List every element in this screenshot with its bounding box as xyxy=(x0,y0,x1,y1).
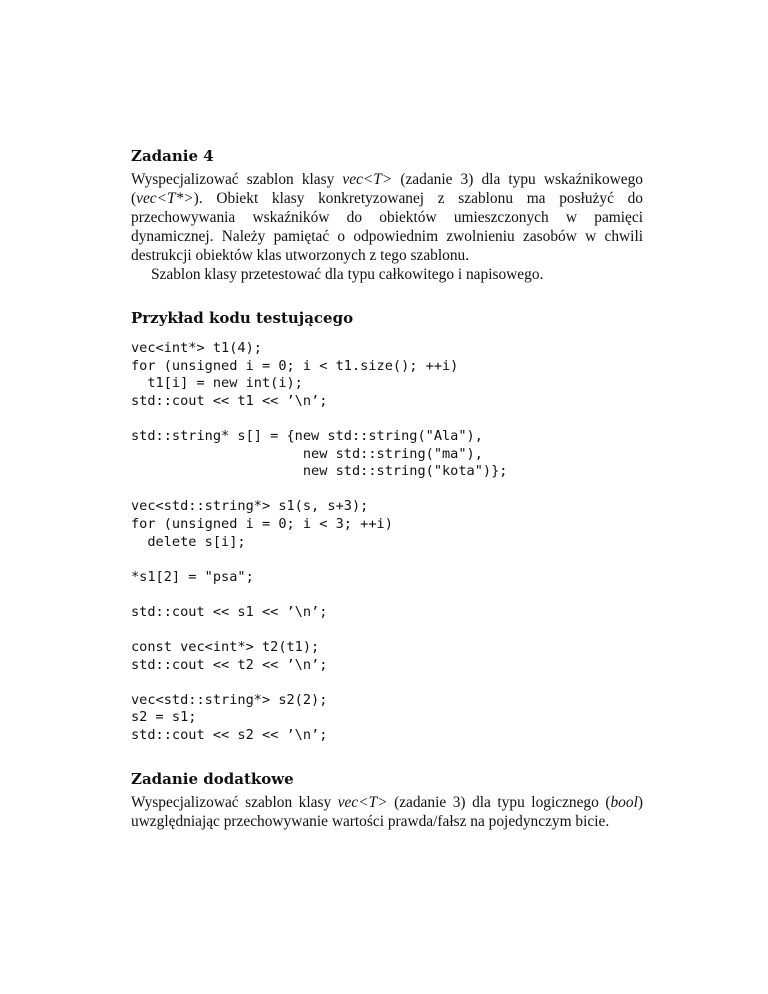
text-run: (zadanie 3) dla typu logicznego ( xyxy=(387,793,611,811)
text-run: Wyspecjalizować szablon klasy xyxy=(131,171,343,188)
task-4-test-note xyxy=(131,265,643,284)
class-name-vec-t: vec<T> xyxy=(337,793,388,811)
code-group-7: vec<std::string*> s2(2); s2 = s1; std::cout << s2 << ’\n’; xyxy=(131,691,328,744)
task-4-description xyxy=(131,170,643,265)
code-group-2: std::string* s[] = {new std::string("Ala"), new std::string("ma"), new std::string("kota")}; xyxy=(131,427,508,480)
text-run: ) uwzględniając przechowywanie wartości prawda/fałsz na pojedynczym bicie. xyxy=(131,793,643,830)
code-group-1: vec<int*> t1(4); for (unsigned i = 0; i < t1.size(); ++i) t1[i] = new int(i); std::cout << t1 << ’\n’; xyxy=(131,340,459,409)
code-group-5: std::cout << s1 << ’\n’; xyxy=(131,603,328,620)
document-page xyxy=(131,146,643,831)
text-run: ). Obiekt klasy konkretyzowanej z szablonu ma posłużyć do przechowywania wskaźników do obiektów umieszczonych w pamięci dynamicznej. Należy pamiętać o odpowiednim zwolnieniu zasobów w chwili destrukcji obiektów klas utworzonych z tego szablonu. xyxy=(131,190,643,264)
class-name-vec-t-pointer: vec<T*> xyxy=(136,190,194,207)
section-title-zadanie-4: Zadanie 4 xyxy=(131,147,214,165)
text-run: (zadanie 3) dla typu wskaźnikowego ( xyxy=(131,171,643,207)
type-name-bool: bool xyxy=(610,793,638,811)
code-group-4: *s1[2] = "psa"; xyxy=(131,568,254,585)
code-listing xyxy=(131,340,643,745)
text-run: Szablon klasy przetestować dla typu całkowitego i napisowego. xyxy=(151,266,544,283)
extra-task-description xyxy=(131,793,643,831)
code-group-6: const vec<int*> t2(t1); std::cout << t2 << ’\n’; xyxy=(131,639,328,673)
section-title-example-code: Przykład kodu testującego xyxy=(131,309,354,327)
text-run: Wyspecjalizować szablon klasy xyxy=(131,793,338,811)
class-name-vec-t: vec<T> xyxy=(342,171,393,188)
code-group-3: vec<std::string*> s1(s, s+3); for (unsigned i = 0; i < 3; ++i) delete s[i]; xyxy=(131,498,393,550)
section-title-zadanie-dodatkowe: Zadanie dodatkowe xyxy=(131,769,294,788)
